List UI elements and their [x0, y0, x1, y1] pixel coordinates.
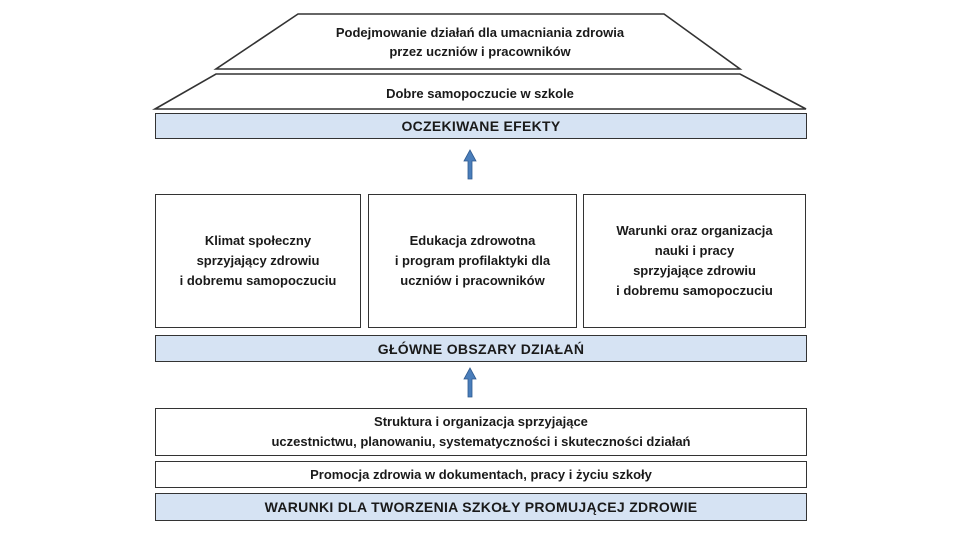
promotion-box: Promocja zdrowia w dokumentach, pracy i życiu szkoły: [155, 461, 807, 488]
wellbeing-text: Dobre samopoczucie w szkole: [386, 85, 574, 101]
area-work-conditions: Warunki oraz organizacja nauki i pracy sprzyjające zdrowiu i dobremu samopoczuciu: [583, 194, 806, 328]
area-social-climate: Klimat społeczny sprzyjający zdrowiu i dobremu samopoczuciu: [155, 194, 361, 328]
arrow-up-upper: [464, 150, 476, 179]
structure-box: Struktura i organizacja sprzyjające uczestnictwu, planowaniu, systematyczności i skuteczności działań: [155, 408, 807, 456]
area-health-education: Edukacja zdrowotna i program profilaktyki dla uczniów i pracowników: [368, 194, 577, 328]
conditions-band: WARUNKI DLA TWORZENIA SZKOŁY PROMUJĄCEJ ZDROWIE: [155, 493, 807, 521]
expected-effects-band: OCZEKIWANE EFEKTY: [155, 113, 807, 139]
top-trapezoid-text: Podejmowanie działań dla umacniania zdrowia przez uczniów i pracowników: [335, 25, 625, 59]
arrow-up-lower: [464, 368, 476, 397]
main-areas-band: GŁÓWNE OBSZARY DZIAŁAŃ: [155, 335, 807, 362]
